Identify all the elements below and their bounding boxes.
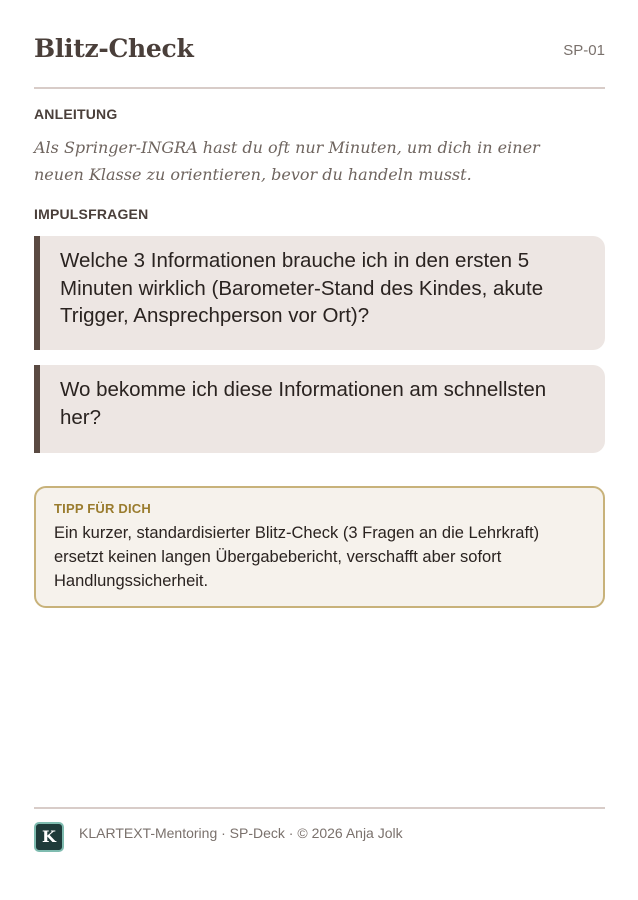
footer-divider [34, 807, 605, 809]
footer-credit: KLARTEXT-Mentoring · SP-Deck · © 2026 Anja Jolk [79, 825, 403, 841]
question-card [34, 236, 605, 350]
tip-label: TIPP FÜR DICH [54, 501, 151, 516]
card-id: SP-01 [563, 42, 605, 59]
card [34, 0, 605, 900]
card-title: Blitz-Check [34, 34, 194, 63]
question-text: Wo bekomme ich diese Informationen am schnellsten her? [60, 378, 547, 429]
instruction-text: Als Springer-INGRA hast du oft nur Minuten, um dich in einer neuen Klasse zu orientieren, bevor du handeln musst. [34, 138, 540, 184]
header-divider [34, 87, 605, 89]
card-header [34, 30, 605, 70]
klartext-logo-icon: K [34, 822, 64, 852]
tip-box [34, 486, 605, 608]
questions-label: IMPULSFRAGEN [34, 206, 149, 222]
tip-text: Ein kurzer, standardisierter Blitz-Check (3 Fragen an die Lehrkraft) ersetzt keinen langen Übergabebericht, verschafft aber sofort Handlungssicherheit. [54, 524, 540, 590]
footer [34, 820, 605, 856]
question-text: Welche 3 Informationen brauche ich in den ersten 5 Minuten wirklich (Barometer-Stand des Kindes, akute Trigger, Ansprechperson vor Ort)? [60, 249, 544, 327]
question-card [34, 365, 605, 453]
instruction-label: ANLEITUNG [34, 106, 118, 122]
